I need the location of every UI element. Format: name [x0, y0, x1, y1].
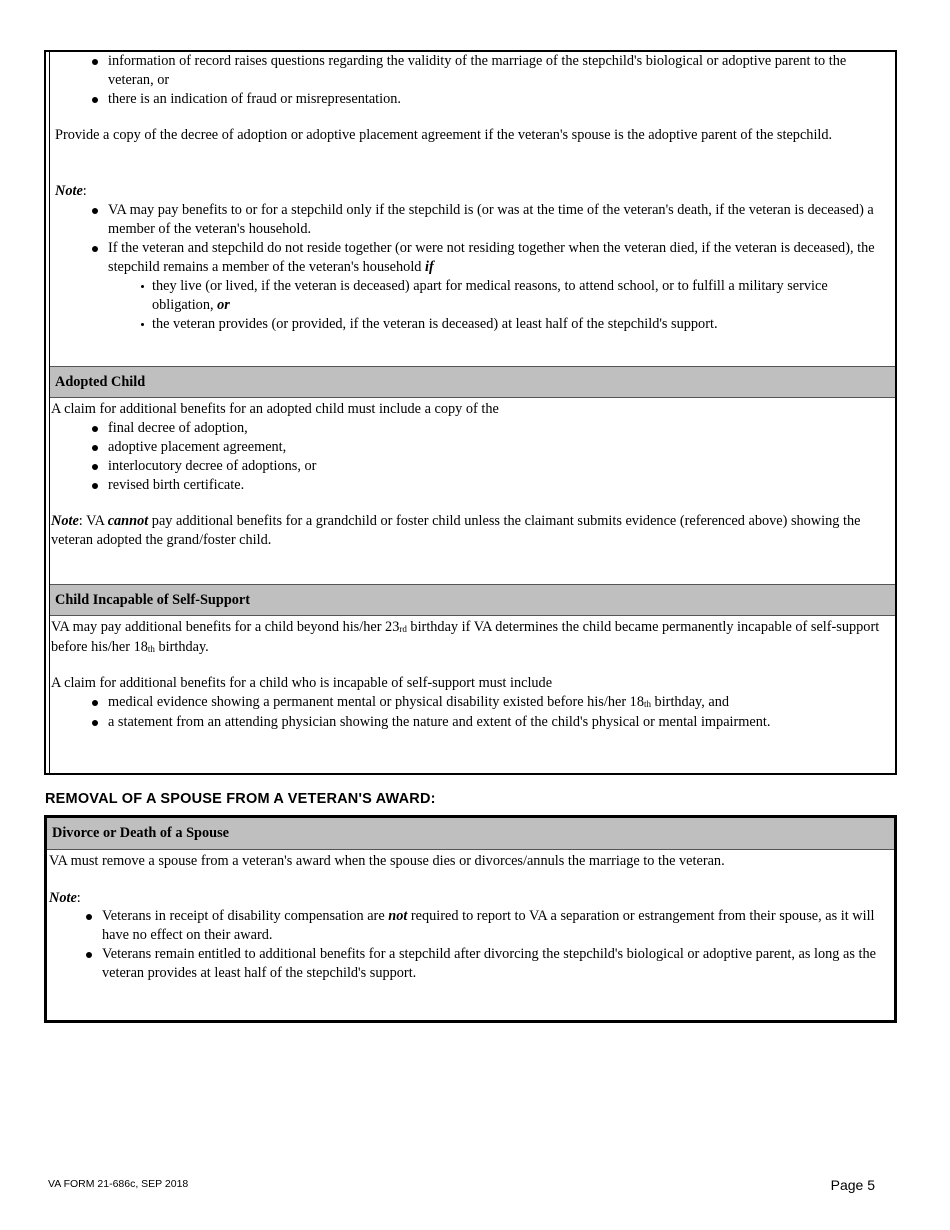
- list-item: they live (or lived, if the veteran is deceased) apart for medical reasons, to attend school, or to fulfill a military service obligation, or: [50, 277, 887, 315]
- removal-section-title: REMOVAL OF A SPOUSE FROM A VETERAN'S AWARD:: [45, 791, 436, 807]
- divorce-death-header: Divorce or Death of a Spouse: [47, 818, 894, 850]
- list-item: a statement from an attending physician showing the nature and extent of the child's physical or mental impairment.: [50, 713, 887, 732]
- list-item: revised birth certificate.: [50, 476, 887, 495]
- incapable-child-header: Child Incapable of Self-Support: [50, 584, 895, 616]
- stepchild-note-list: [50, 201, 887, 334]
- list-item: VA may pay benefits to or for a stepchild only if the stepchild is (or was at the time of the veteran's death, if the veteran is deceased) a member of the veteran's household.: [50, 201, 887, 239]
- list-item: there is an indication of fraud or misrepresentation.: [50, 90, 887, 109]
- incapable-evidence-list: [50, 693, 887, 732]
- incapable-paragraph-1: VA may pay additional benefits for a child beyond his/her $23_{rd}$ birthday if VA determines the child became permanently incapable of self-support before his/her $18_{th}$ birthday.: [51, 619, 880, 655]
- household-condition-list: [50, 277, 887, 334]
- box-inner: [49, 52, 895, 773]
- removal-paragraph: VA must remove a spouse from a veteran's award when the spouse dies or divorces/annuls the marriage to the veteran.: [49, 853, 725, 869]
- removal-note-label: Note:: [49, 890, 81, 906]
- adoption-decree-paragraph: Provide a copy of the decree of adoption or adoptive placement agreement if the veteran's spouse is the adoptive parent of the stepchild.: [55, 127, 833, 143]
- list-item: medical evidence showing a permanent mental or physical disability existed before his/her $18_{th}$ birthday, and: [50, 693, 887, 713]
- adopted-note: Note: VA cannot pay additional benefits for a grandchild or foster child unless the claimant submits evidence (referenced above) showing the veteran adopted the grand/foster child.: [51, 513, 861, 548]
- list-item: information of record raises questions regarding the validity of the marriage of the stepchild's biological or adoptive parent to the veteran, or: [50, 52, 887, 90]
- spouse-removal-box: [44, 815, 897, 1023]
- form-identifier: VA FORM 21-686c, SEP 2018: [48, 1178, 189, 1190]
- incapable-paragraph-2: A claim for additional benefits for a child who is incapable of self-support must include: [51, 675, 553, 691]
- removal-note-list: [44, 907, 888, 983]
- adopted-child-header: Adopted Child: [50, 366, 895, 398]
- list-item: Veterans remain entitled to additional benefits for a stepchild after divorcing the stepchild's biological or adoptive parent, as long as the veteran provides at least half of the stepchild's support.: [44, 945, 888, 983]
- stepchild-evidence-list: [50, 52, 887, 109]
- list-item: If the veteran and stepchild do not reside together (or were not residing together when the veteran died, if the veteran is deceased), the stepchild remains a member of the veteran's household if they live (or lived, if the veteran is deceased) apart for medical reasons, to attend school, or to fulfill a military service obligation, or the veteran provides (or provided, if the veteran is deceased) at least half of the stepchild's support.: [50, 239, 887, 334]
- page-number: Page 5: [830, 1177, 875, 1193]
- dependents-evidence-box: [44, 50, 897, 775]
- adopted-intro: A claim for additional benefits for an adopted child must include a copy of the: [51, 401, 499, 417]
- list-item: adoptive placement agreement,: [50, 438, 887, 457]
- stepchild-note-label: Note:: [55, 183, 87, 199]
- list-item: the veteran provides (or provided, if the veteran is deceased) at least half of the stepchild's support.: [50, 315, 887, 334]
- adopted-documents-list: [50, 419, 887, 495]
- list-item: Veterans in receipt of disability compensation are not required to report to VA a separation or estrangement from their spouse, as it will have no effect on their award.: [44, 907, 888, 945]
- list-item: final decree of adoption,: [50, 419, 887, 438]
- list-item: interlocutory decree of adoptions, or: [50, 457, 887, 476]
- box-inner: [47, 818, 894, 1020]
